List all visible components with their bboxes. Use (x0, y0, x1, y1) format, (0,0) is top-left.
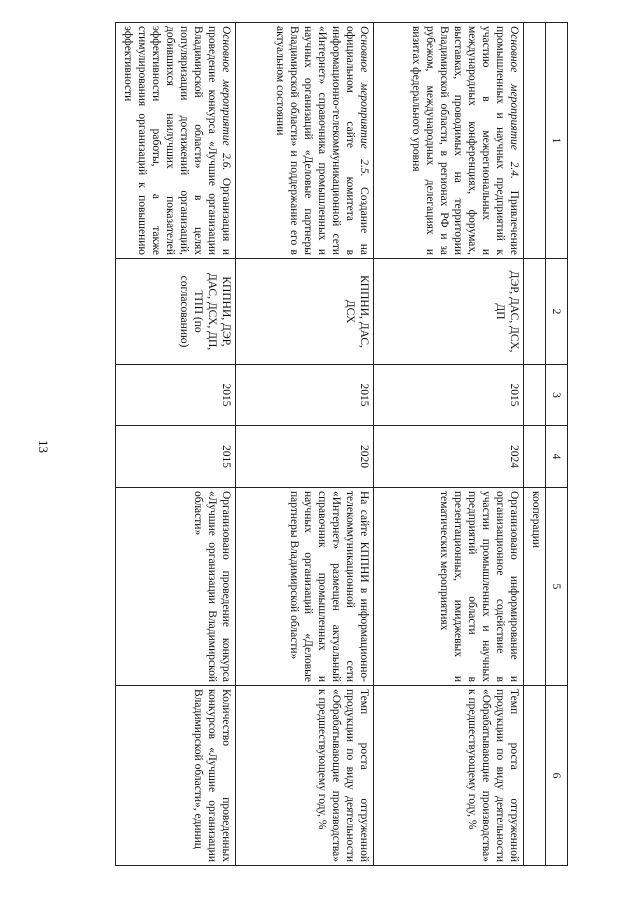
indicator-cell: Количество проведенных конкурсов «Лучшие организации Владимирской области», единиц (116, 686, 236, 866)
column-header: 6 (546, 686, 568, 866)
measure-name: Организация и проведение конкурса «Лучшие организации Владимирской области» в целях популяризации достижений организаций, добившихся наилучших показателей эффективности работы, а также стимулирования организаций к повышению эффективности (122, 26, 232, 255)
measure-label: Основное мероприятие 2.6. (220, 26, 232, 171)
column-header: 1 (546, 23, 568, 259)
column-header: 3 (546, 365, 568, 426)
column-header: 4 (546, 426, 568, 488)
table-row (116, 23, 236, 866)
executors-cell: ДЭР, ДАС, ДСХ, ДП (374, 259, 524, 365)
measure-label: Основное мероприятие 2.4. (508, 26, 520, 179)
start-year-cell: 2015 (236, 365, 374, 426)
indicator-cell: Темп роста отгруженной продукции по виду деятельности «Обрабатывающие производства» к предшествующему году, % (236, 686, 374, 866)
measure-name: Создание на официальном сайте комитета в информационно-телекоммуникационной сети «Интернет» справочника промышленных и научных организаций «Деловые партнеры Владимирской области» и поддержание его в актуальном состоянии (274, 26, 370, 255)
executors-cell: КППНИ, ДАС, ДСХ (236, 259, 374, 365)
start-year-cell: 2015 (116, 365, 236, 426)
indicator-cell: Темп роста отгруженной продукции по виду деятельности «Обрабатывающие производства» к предшествующему году, % (374, 686, 524, 866)
end-year-cell: 2024 (374, 426, 524, 488)
table-row (236, 23, 374, 866)
measure-label: Основное мероприятие 2.5. (358, 26, 370, 177)
end-year-cell: 2015 (116, 426, 236, 488)
page-number: 13 (36, 440, 51, 453)
result-cell: На сайте КППНИ в информационно-телекоммуникационной сети «Интернет» размещен актуальный справочник промышленных и научных организаций «Деловые партнеры Владимирской области» (236, 488, 374, 686)
measures-table (115, 22, 568, 866)
measure-cell (236, 23, 374, 259)
result-cell: Организовано проведение конкурса «Лучшие организации Владимирской области» (116, 488, 236, 686)
column-header: 2 (546, 259, 568, 365)
end-year-cell: 2020 (236, 426, 374, 488)
table-row (374, 23, 524, 866)
measure-cell (116, 23, 236, 259)
measure-cell (374, 23, 524, 259)
continuation-row (524, 23, 546, 866)
column-header: 5 (546, 488, 568, 686)
executors-cell: КППНИ, ДЭР, ДАС, ДСХ, ДП, ТПП (по согласованию) (116, 259, 236, 365)
continuation-cell: кооперации (524, 488, 546, 686)
result-cell: Организовано информирование и организационное содействие в участии промышленных и научных предприятий области в презентационных, имиджевых и тематических мероприятиях (374, 488, 524, 686)
rotated-page-content (123, 22, 568, 865)
table-header-row (546, 23, 568, 866)
measure-name: Привлечение промышленных и научных предприятий к участию в межрегиональных и международных конференциях, форумах, выставках, проводимых на территории Владимирской области, в регионах РФ и за рубежом, международных делегациях и визитах федерального уровня (410, 26, 520, 255)
start-year-cell: 2015 (374, 365, 524, 426)
